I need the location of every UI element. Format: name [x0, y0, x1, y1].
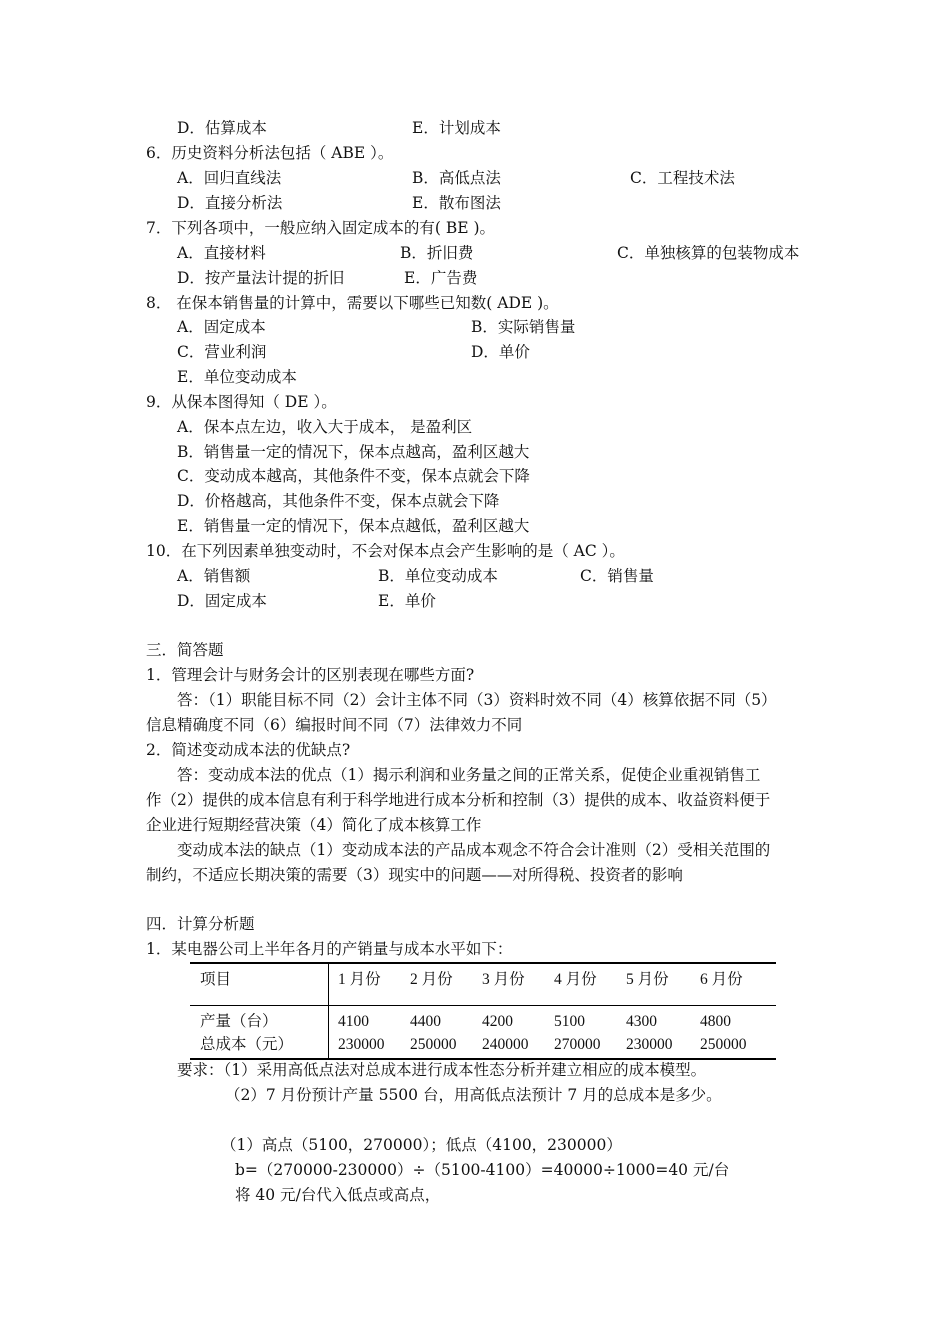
q7-option-c: C．单独核算的包装物成本: [617, 244, 800, 262]
q9-stem: 9．从保本图得知（ DE ）。: [146, 393, 337, 411]
cost-table: [190, 962, 776, 1060]
table-cell: 270000: [554, 1036, 601, 1053]
section-title: 三．简答题: [146, 641, 224, 659]
answer-1-line-2: 信息精确度不同（6）编报时间不同（7）法律效力不同: [146, 716, 523, 734]
table-cell: 230000: [338, 1036, 385, 1053]
q5-option-e: E．计划成本: [412, 119, 501, 137]
table-cell: 5100: [554, 1013, 585, 1030]
table-header-cell: 6 月份: [700, 971, 743, 988]
q5-option-d: D．估算成本: [177, 119, 267, 137]
q6-option-b: B．高低点法: [412, 169, 501, 187]
q9-option-c: C．变动成本越高，其他条件不变，保本点就会下降: [177, 467, 530, 485]
calc-question-1: 1．某电器公司上半年各月的产销量与成本水平如下：: [146, 940, 513, 958]
q8-option-e: E．单位变动成本: [177, 368, 297, 386]
q6-stem: 6．历史资料分析法包括（ ABE ）。: [146, 144, 394, 162]
q7-stem: 7．下列各项中，一般应纳入固定成本的有( BE )。: [146, 219, 496, 237]
q10-option-a: A．销售额: [177, 567, 251, 585]
solution-line-2: b=（270000-230000）÷（5100-4100）=40000÷1000=40 元/台: [235, 1161, 730, 1179]
table-cell: 4100: [338, 1013, 369, 1030]
table-cell: 240000: [482, 1036, 529, 1053]
table-header-cell: 2 月份: [410, 971, 453, 988]
q8-stem: 8． 在保本销售量的计算中，需要以下哪些已知数( ADE )。: [146, 294, 559, 312]
q9-option-e: E．销售量一定的情况下，保本点越低，盈利区越大: [177, 517, 530, 535]
q10-option-d: D．固定成本: [177, 592, 267, 610]
q7-option-a: A．直接材料: [177, 244, 266, 262]
table-header-cell: 项目: [200, 971, 232, 988]
solution-line-1: （1）高点（5100，270000）；低点（4100，230000）: [221, 1136, 622, 1154]
q7-option-d: D．按产量法计提的折旧: [177, 269, 345, 287]
q8-option-b: B．实际销售量: [471, 318, 576, 336]
table-cell: 4400: [410, 1013, 441, 1030]
q9-option-a: A．保本点左边，收入大于成本， 是盈利区: [177, 418, 473, 436]
q7-option-e: E．广告费: [404, 269, 478, 287]
q6-option-a: A．回归直线法: [177, 169, 282, 187]
q10-option-e: E．单价: [378, 592, 436, 610]
table-row-label: 总成本（元）: [200, 1036, 294, 1053]
table-cell: 4200: [482, 1013, 513, 1030]
q8-option-d: D．单价: [471, 343, 530, 361]
table-header-cell: 4 月份: [554, 971, 597, 988]
table-cell: 250000: [700, 1036, 747, 1053]
q10-option-b: B．单位变动成本: [378, 567, 498, 585]
table-row-label: 产量（台）: [200, 1013, 278, 1030]
table-cell: 230000: [626, 1036, 673, 1053]
q9-option-b: B．销售量一定的情况下，保本点越高，盈利区越大: [177, 443, 530, 461]
table-header-divider: [190, 1005, 776, 1006]
short-question-1: 1．管理会计与财务会计的区别表现在哪些方面?: [146, 666, 475, 684]
short-question-2: 2．简述变动成本法的优缺点?: [146, 741, 351, 759]
answer-2-line-4: 变动成本法的缺点（1）变动成本法的产品成本观念不符合会计准则（2）受相关范围的: [177, 841, 771, 859]
answer-1-line-1: 答：（1）职能目标不同（2）会计主体不同（3）资料时效不同（4）核算依据不同（5）: [177, 691, 777, 709]
q7-option-b: B．折旧费: [400, 244, 474, 262]
answer-2-line-1: 答：变动成本法的优点（1）揭示利润和业务量之间的正常关系，促使企业重视销售工: [177, 766, 761, 784]
requirement-1: 要求：（1）采用高低点法对总成本进行成本性态分析并建立相应的成本模型。: [177, 1061, 707, 1079]
table-cell: 4300: [626, 1013, 657, 1030]
section-title: 四．计算分析题: [146, 915, 255, 933]
requirement-2: （2）7 月份预计产量 5500 台，用高低点法预计 7 月的总成本是多少。: [225, 1086, 722, 1104]
table-header-cell: 1 月份: [338, 971, 381, 988]
table-header-cell: 5 月份: [626, 971, 669, 988]
table-cell: 4800: [700, 1013, 731, 1030]
q6-option-d: D．直接分析法: [177, 194, 283, 212]
q10-option-c: C．销售量: [580, 567, 654, 585]
table-header-cell: 3 月份: [482, 971, 525, 988]
answer-2-line-2: 作（2）提供的成本信息有利于科学地进行成本分析和控制（3）提供的成本、收益资料便于: [146, 791, 771, 809]
q6-option-c: C．工程技术法: [630, 169, 735, 187]
answer-2-line-3: 企业进行短期经营决策（4）简化了成本核算工作: [146, 816, 482, 834]
q8-option-c: C．营业利润: [177, 343, 267, 361]
solution-line-3: 将 40 元/台代入低点或高点，: [235, 1186, 441, 1204]
table-column-divider: [328, 964, 329, 1058]
q6-option-e: E．散布图法: [412, 194, 501, 212]
q10-stem: 10．在下列因素单独变动时，不会对保本点会产生影响的是（ AC ）。: [146, 542, 625, 560]
q9-option-d: D．价格越高，其他条件不变，保本点就会下降: [177, 492, 500, 510]
q8-option-a: A．固定成本: [177, 318, 266, 336]
answer-2-line-5: 制约，不适应长期决策的需要（3）现实中的问题——对所得税、投资者的影响: [146, 866, 683, 884]
table-cell: 250000: [410, 1036, 457, 1053]
